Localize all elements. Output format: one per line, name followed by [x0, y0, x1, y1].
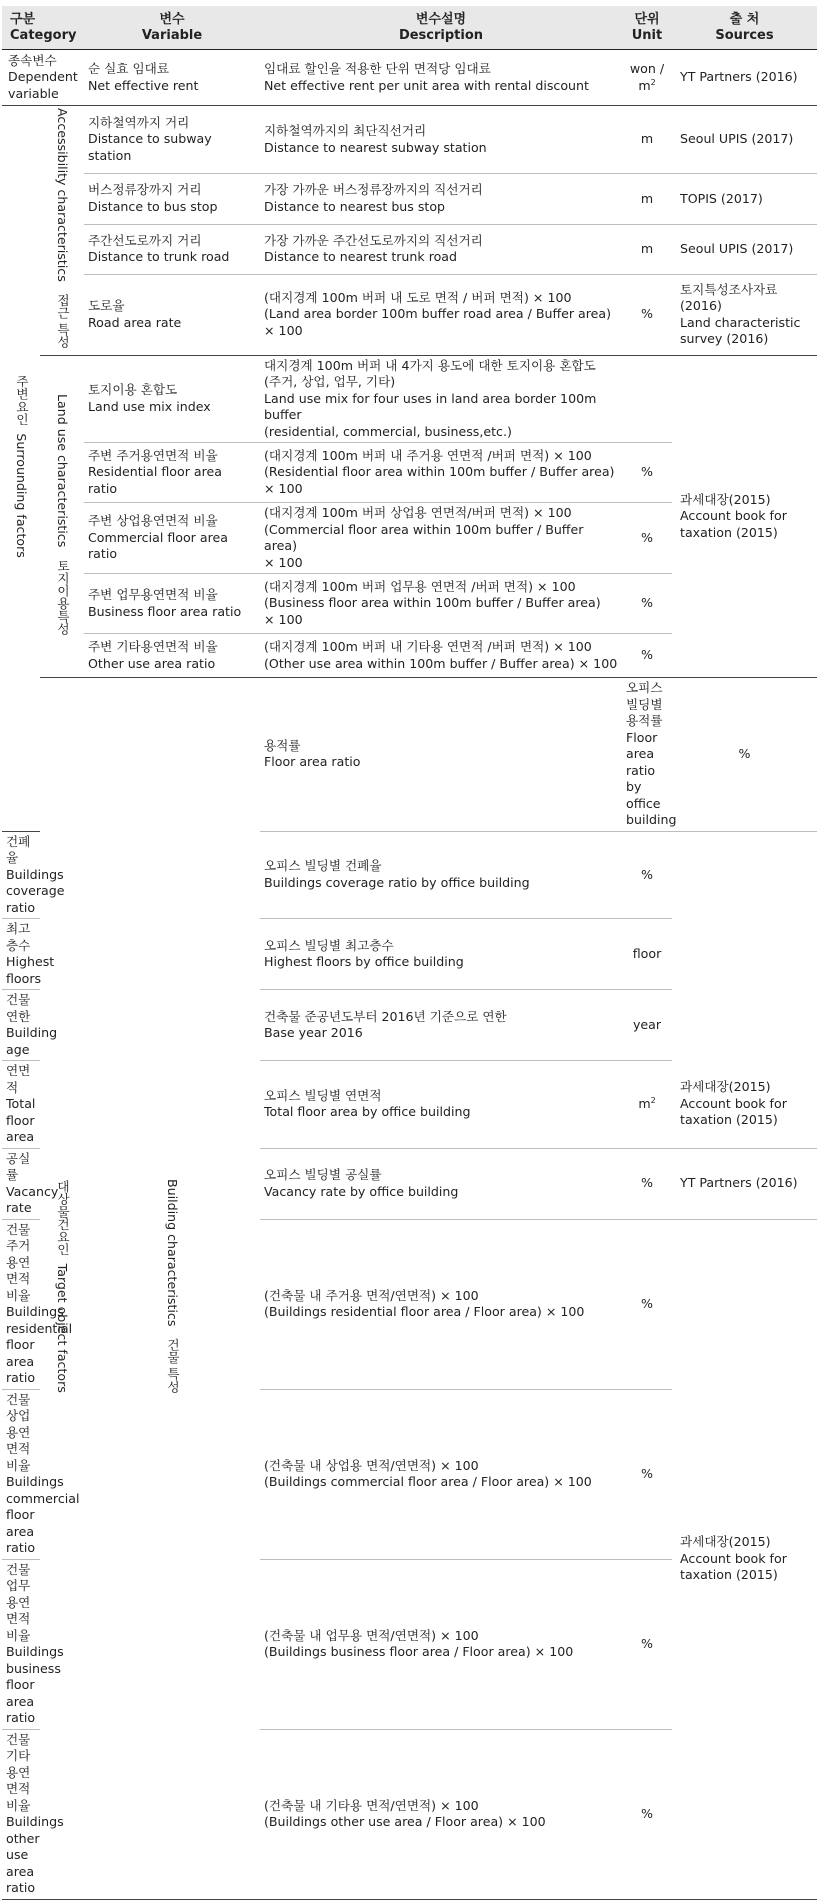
unit-cell: %	[622, 831, 672, 919]
variable-cell: 주변 업무용연면적 비율 Business floor area ratio	[84, 574, 260, 634]
description-cell: (건축물 내 상업용 면적/연면적) × 100 (Buildings commercial floor area / Floor area) × 100	[260, 1389, 622, 1559]
variable-cell: 연면적 Total floor area	[2, 1061, 40, 1149]
unit-cell: %	[622, 1389, 672, 1559]
description-cell: (대지경계 100m 버퍼 내 주거용 연면적 /버퍼 면적) × 100 (Residential floor area within 100m buffer / Buffer area) × 100	[260, 443, 622, 503]
dependent-category: 종속변수 Dependent variable	[2, 50, 84, 106]
description-cell: 오피스 빌딩별 공실률 Vacancy rate by office building	[260, 1148, 622, 1219]
header-category: 구분 Category	[2, 6, 84, 50]
unit-cell: %	[622, 1729, 672, 1899]
description-cell: 지하철역까지의 최단직선거리 Distance to nearest subway station	[260, 106, 622, 174]
variable-cell: 주변 상업용연면적 비율 Commercial floor area ratio	[84, 503, 260, 574]
unit-cell: %	[622, 443, 672, 503]
unit-cell: m	[622, 224, 672, 274]
unit-cell: %	[622, 503, 672, 574]
variable-cell: 건물 연한 Building age	[2, 990, 40, 1061]
variable-cell: 건폐율 Buildings coverage ratio	[2, 831, 40, 919]
description-cell: 가장 가까운 버스정류장까지의 직선거리 Distance to nearest bus stop	[260, 174, 622, 224]
header-variable: 변수 Variable	[84, 6, 260, 50]
source-cell: YT Partners (2016)	[672, 1148, 817, 1219]
description-cell: (대지경계 100m 버퍼 내 기타용 연면적 /버퍼 면적) × 100 (Other use area within 100m buffer / Buffer area) × 100	[260, 634, 622, 678]
variable-cell: 주간선도로까지 거리 Distance to trunk road	[84, 224, 260, 274]
source-cell: Seoul UPIS (2017)	[672, 224, 817, 274]
table-row	[2, 274, 817, 355]
description-cell: 임대료 할인을 적용한 단위 면적당 임대료 Net effective rent per unit area with rental discount	[260, 50, 622, 106]
unit-cell: %	[622, 1559, 672, 1729]
variable-cell: 용적률 Floor area ratio	[260, 678, 622, 832]
table-row	[2, 355, 817, 443]
table-header-row	[2, 6, 817, 50]
land-use-label: Land use characteristics 토지이용특성	[40, 355, 84, 678]
source-cell: TOPIS (2017)	[672, 174, 817, 224]
table-row	[2, 106, 817, 174]
description-cell: (대지경계 100m 버퍼 업무용 연면적 /버퍼 면적) × 100 (Business floor area within 100m buffer / Buffer area) × 100	[260, 574, 622, 634]
description-cell: (건축물 내 기타용 면적/연면적) × 100 (Buildings other use area / Floor area) × 100	[260, 1729, 622, 1899]
description-cell: (대지경계 100m 버퍼 내 도로 면적 / 버퍼 면적) × 100 (Land area border 100m buffer road area / Buffer area) × 100	[260, 274, 622, 355]
unit-cell: %	[622, 1219, 672, 1389]
table-row	[2, 224, 817, 274]
accessibility-label: Accessibility characteristics 접근 특성	[40, 106, 84, 356]
description-cell: (대지경계 100m 버퍼 상업용 연면적/버퍼 면적) × 100 (Commercial floor area within 100m buffer / Buffer area) × 100	[260, 503, 622, 574]
variable-cell: 건물 업무용연면적 비율 Buildings business floor area ratio	[2, 1559, 40, 1729]
variable-cell: 주변 주거용연면적 비율 Residential floor area ratio	[84, 443, 260, 503]
source-cell: 토지특성조사자료(2016) Land characteristic survey (2016)	[672, 274, 817, 355]
table-row	[2, 174, 817, 224]
source-cell: Seoul UPIS (2017)	[672, 106, 817, 174]
unit-cell: %	[672, 678, 817, 832]
variables-table	[2, 6, 817, 1900]
variable-cell: 토지이용 혼합도 Land use mix index	[84, 355, 260, 443]
header-sources: 출 처 Sources	[672, 6, 817, 50]
variable-cell: 건물 상업용연면적 비율 Buildings commercial floor area ratio	[2, 1389, 40, 1559]
variable-cell: 순 실효 임대료 Net effective rent	[84, 50, 260, 106]
source-cell: 과세대장(2015) Account book for taxation (2015)	[672, 1219, 817, 1899]
description-cell: 오피스 빌딩별 연면적 Total floor area by office building	[260, 1061, 622, 1149]
unit-cell: won / $m^2$	[622, 50, 672, 106]
description-cell: 오피스 빌딩별 건폐율 Buildings coverage ratio by office building	[260, 831, 622, 919]
unit-cell: m	[622, 174, 672, 224]
variable-cell: 주변 기타용연면적 비율 Other use area ratio	[84, 634, 260, 678]
table-row	[2, 50, 817, 106]
description-cell: (건축물 내 주거용 면적/연면적) × 100 (Buildings residential floor area / Floor area) × 100	[260, 1219, 622, 1389]
unit-cell: %	[622, 1148, 672, 1219]
variable-cell: 건물 주거용연면적 비율 Buildings residential floor area ratio	[2, 1219, 40, 1389]
description-cell: 오피스 빌딩별 용적률 Floor area ratio by office building	[622, 678, 672, 832]
unit-cell: floor	[622, 919, 672, 990]
surrounding-factors-label: 주변요인 Surrounding factors	[2, 106, 40, 832]
description-cell: 대지경계 100m 버퍼 내 4가지 용도에 대한 토지이용 혼합도 (주거, 상업, 업무, 기타) Land use mix for four uses in land area border 100m buffer (residential, commercial, business,etc.)	[260, 355, 622, 443]
variable-cell: 최고 층수 Highest floors	[2, 919, 40, 990]
table-row	[2, 678, 817, 832]
unit-cell: %	[622, 634, 672, 678]
variable-cell: 도로율 Road area rate	[84, 274, 260, 355]
variable-cell: 버스정류장까지 거리 Distance to bus stop	[84, 174, 260, 224]
variable-cell: 지하철역까지 거리 Distance to subway station	[84, 106, 260, 174]
unit-cell: m	[622, 106, 672, 174]
description-cell: 건축물 준공년도부터 2016년 기준으로 연한 Base year 2016	[260, 990, 622, 1061]
description-cell: 가장 가까운 주간선도로까지의 직선거리 Distance to nearest trunk road	[260, 224, 622, 274]
variable-cell: 건물 기타용연면적 비율 Buildings other use area ratio	[2, 1729, 40, 1899]
unit-cell: %	[622, 274, 672, 355]
unit-cell: %	[622, 574, 672, 634]
building-characteristics-label: Building characteristics 건물 특성	[84, 678, 260, 1900]
target-object-factors-label: 대상물건요인 Target object factors	[40, 678, 84, 1900]
header-description: 변수설명 Description	[260, 6, 622, 50]
header-unit: 단위 Unit	[622, 6, 672, 50]
source-cell: YT Partners (2016)	[672, 50, 817, 106]
variable-cell: 공실률 Vacancy rate	[2, 1148, 40, 1219]
description-cell: 오피스 빌딩별 최고층수 Highest floors by office building	[260, 919, 622, 990]
unit-cell: $m^2$	[622, 1061, 672, 1149]
source-cell: 과세대장(2015) Account book for taxation (2015)	[672, 355, 817, 678]
unit-cell: year	[622, 990, 672, 1061]
description-cell: (건축물 내 업무용 면적/연면적) × 100 (Buildings business floor area / Floor area) × 100	[260, 1559, 622, 1729]
unit-cell	[622, 355, 672, 443]
source-cell: 과세대장(2015) Account book for taxation (2015)	[672, 1061, 817, 1149]
